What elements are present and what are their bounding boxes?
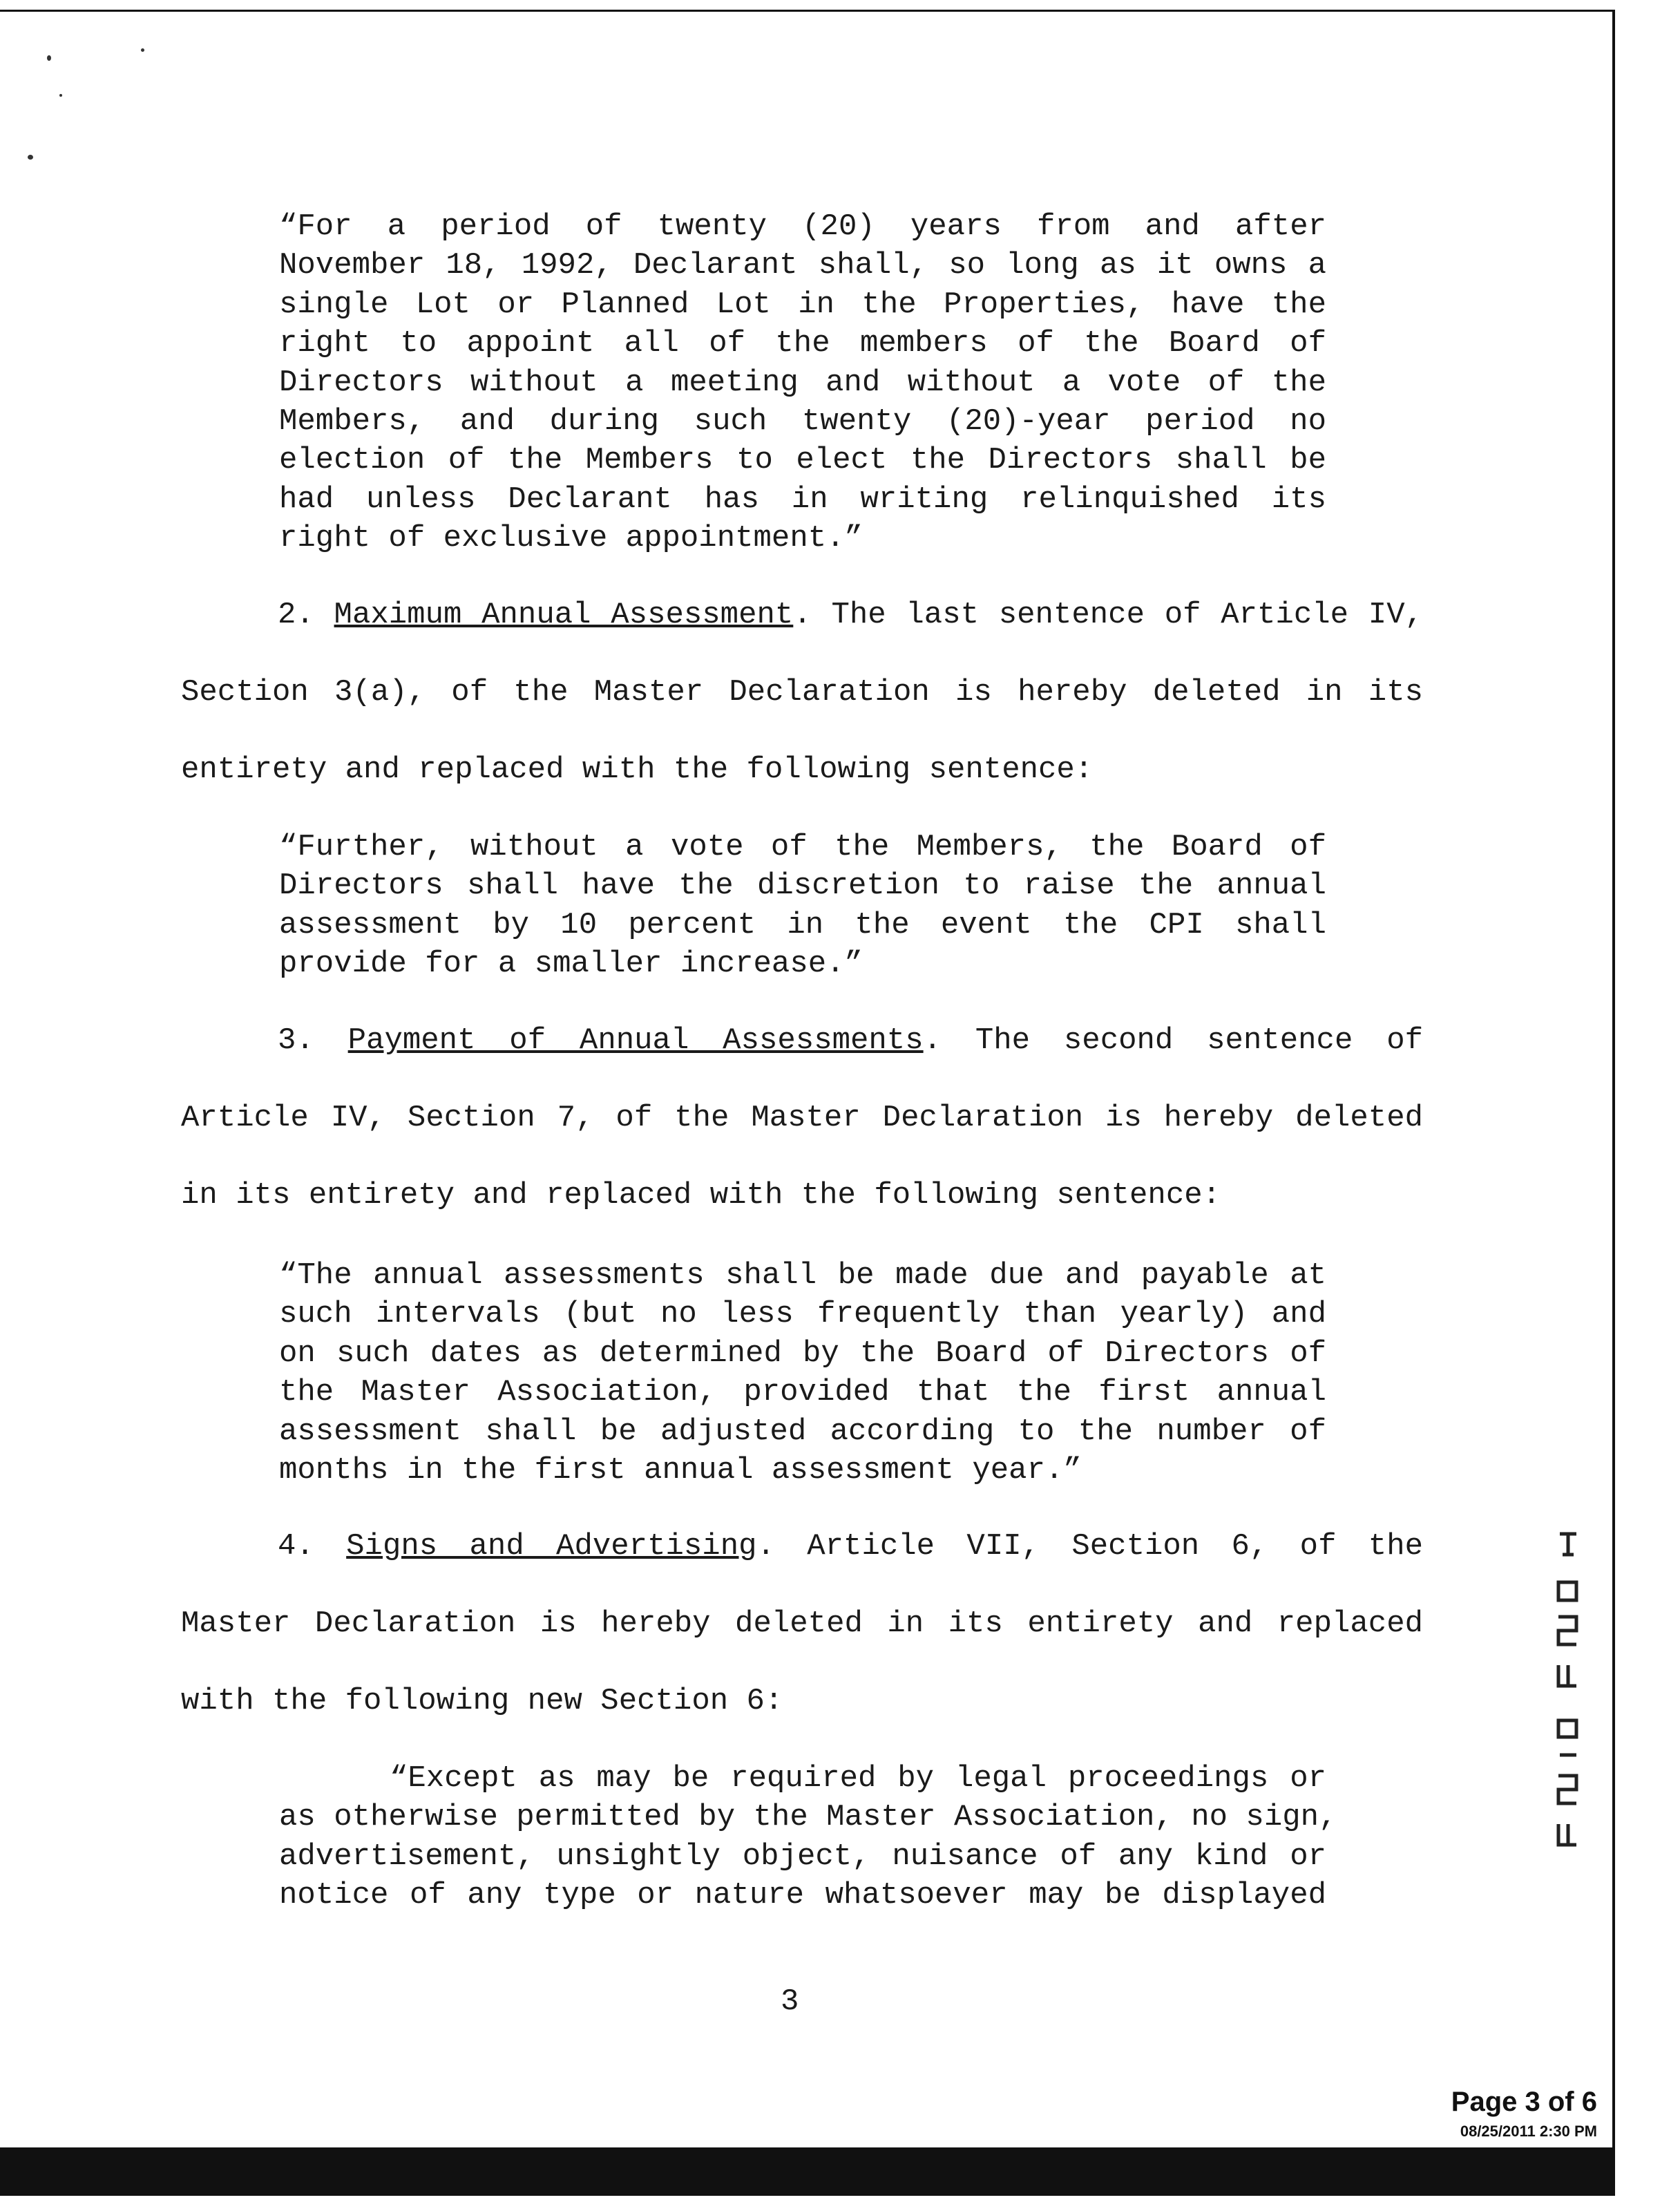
footer-datetime: 08/25/2011 2:30 PM — [1460, 2123, 1597, 2140]
scan-speck — [47, 55, 51, 61]
text-line: Section 3(a), of the Master Declaration is hereby deleted in its — [181, 675, 1423, 710]
text-line: with the following new Section 6: — [181, 1684, 783, 1718]
recording-stamp-icon — [1547, 1527, 1589, 1859]
section-4-number: 4. — [278, 1529, 314, 1564]
text-line: Article IV, Section 7, of the Master Declaration is hereby deleted — [181, 1101, 1423, 1135]
quoted-provision-3 — [279, 1256, 1326, 1490]
section-3-line-1-rest: . The second sentence of — [923, 1023, 1423, 1058]
scan-speck — [59, 94, 62, 97]
text-line: such intervals (but no less frequently than yearly) and — [279, 1297, 1326, 1332]
text-line: assessment by 10 percent in the event the CPI shall — [279, 907, 1326, 942]
text-line: had unless Declarant has in writing relinquished its — [279, 482, 1326, 517]
section-2-line-1 — [181, 596, 1423, 673]
text-line: months in the first annual assessment year.” — [279, 1452, 1082, 1488]
quoted-provision-1 — [279, 207, 1326, 558]
text-line: right of exclusive appointment.” — [279, 521, 863, 556]
text-line: Master Declaration is hereby deleted in its entirety and replaced — [181, 1606, 1423, 1641]
quoted-provision-4 — [279, 1759, 1337, 1915]
section-2-line-1-rest: . The last sentence of Article IV, — [793, 598, 1424, 632]
text-line: “Except as may be required by legal proceedings or — [390, 1761, 1326, 1796]
text-line: provide for a smaller increase.” — [279, 947, 863, 982]
text-line: November 18, 1992, Declarant shall, so long as it owns a — [279, 248, 1326, 283]
scan-speck — [141, 48, 144, 52]
section-4-line-1 — [181, 1527, 1423, 1604]
text-line: “Further, without a vote of the Members, the Board of — [279, 830, 1326, 864]
text-line: “For a period of twenty (20) years from and after — [279, 209, 1326, 244]
quoted-provision-2 — [279, 828, 1326, 984]
text-line: as otherwise permitted by the Master Association, no sign, — [279, 1800, 1337, 1835]
text-line: on such dates as determined by the Board of Directors of — [279, 1336, 1326, 1371]
section-3-paragraph — [181, 1021, 1423, 1253]
section-4-heading: Signs and Advertising — [346, 1529, 757, 1564]
text-line: assessment shall be adjusted according to the number of — [279, 1414, 1326, 1449]
text-line: Directors shall have the discretion to raise the annual — [279, 869, 1326, 904]
text-line: entirety and replaced with the following sentence: — [181, 752, 1094, 787]
text-line: election of the Members to elect the Directors shall be — [279, 443, 1326, 478]
section-3-heading: Payment of Annual Assessments — [347, 1023, 924, 1058]
text-line: notice of any type or nature whatsoever may be displayed — [279, 1878, 1326, 1913]
bottom-scan-bar — [0, 2147, 1615, 2196]
top-border-rule — [0, 10, 1615, 12]
text-line: advertisement, unsightly object, nuisance of any kind or — [279, 1839, 1326, 1874]
page-number: 3 — [781, 1984, 799, 2019]
text-line: Members, and during such twenty (20)-year period no — [279, 404, 1326, 439]
section-2-paragraph — [181, 596, 1423, 828]
right-border-rule — [1612, 10, 1615, 2157]
footer-page-label: Page 3 of 6 — [1451, 2087, 1597, 2117]
section-3-line-1 — [181, 1021, 1423, 1099]
section-4-line-1-rest: . Article VII, Section 6, of the — [756, 1529, 1424, 1564]
text-line: the Master Association, provided that the first annual — [279, 1375, 1326, 1410]
text-line: in its entirety and replaced with the following sentence: — [181, 1178, 1221, 1213]
section-4-paragraph — [181, 1527, 1423, 1759]
scan-speck — [28, 155, 33, 160]
section-2-heading: Maximum Annual Assessment — [334, 598, 794, 632]
section-2-number: 2. — [278, 598, 314, 632]
text-line: “The annual assessments shall be made due and payable at — [279, 1258, 1326, 1293]
text-line: right to appoint all of the members of the Board of — [279, 326, 1326, 361]
section-3-number: 3. — [278, 1023, 314, 1058]
text-line: single Lot or Planned Lot in the Properties, have the — [279, 287, 1326, 322]
text-line: Directors without a meeting and without a vote of the — [279, 365, 1326, 400]
